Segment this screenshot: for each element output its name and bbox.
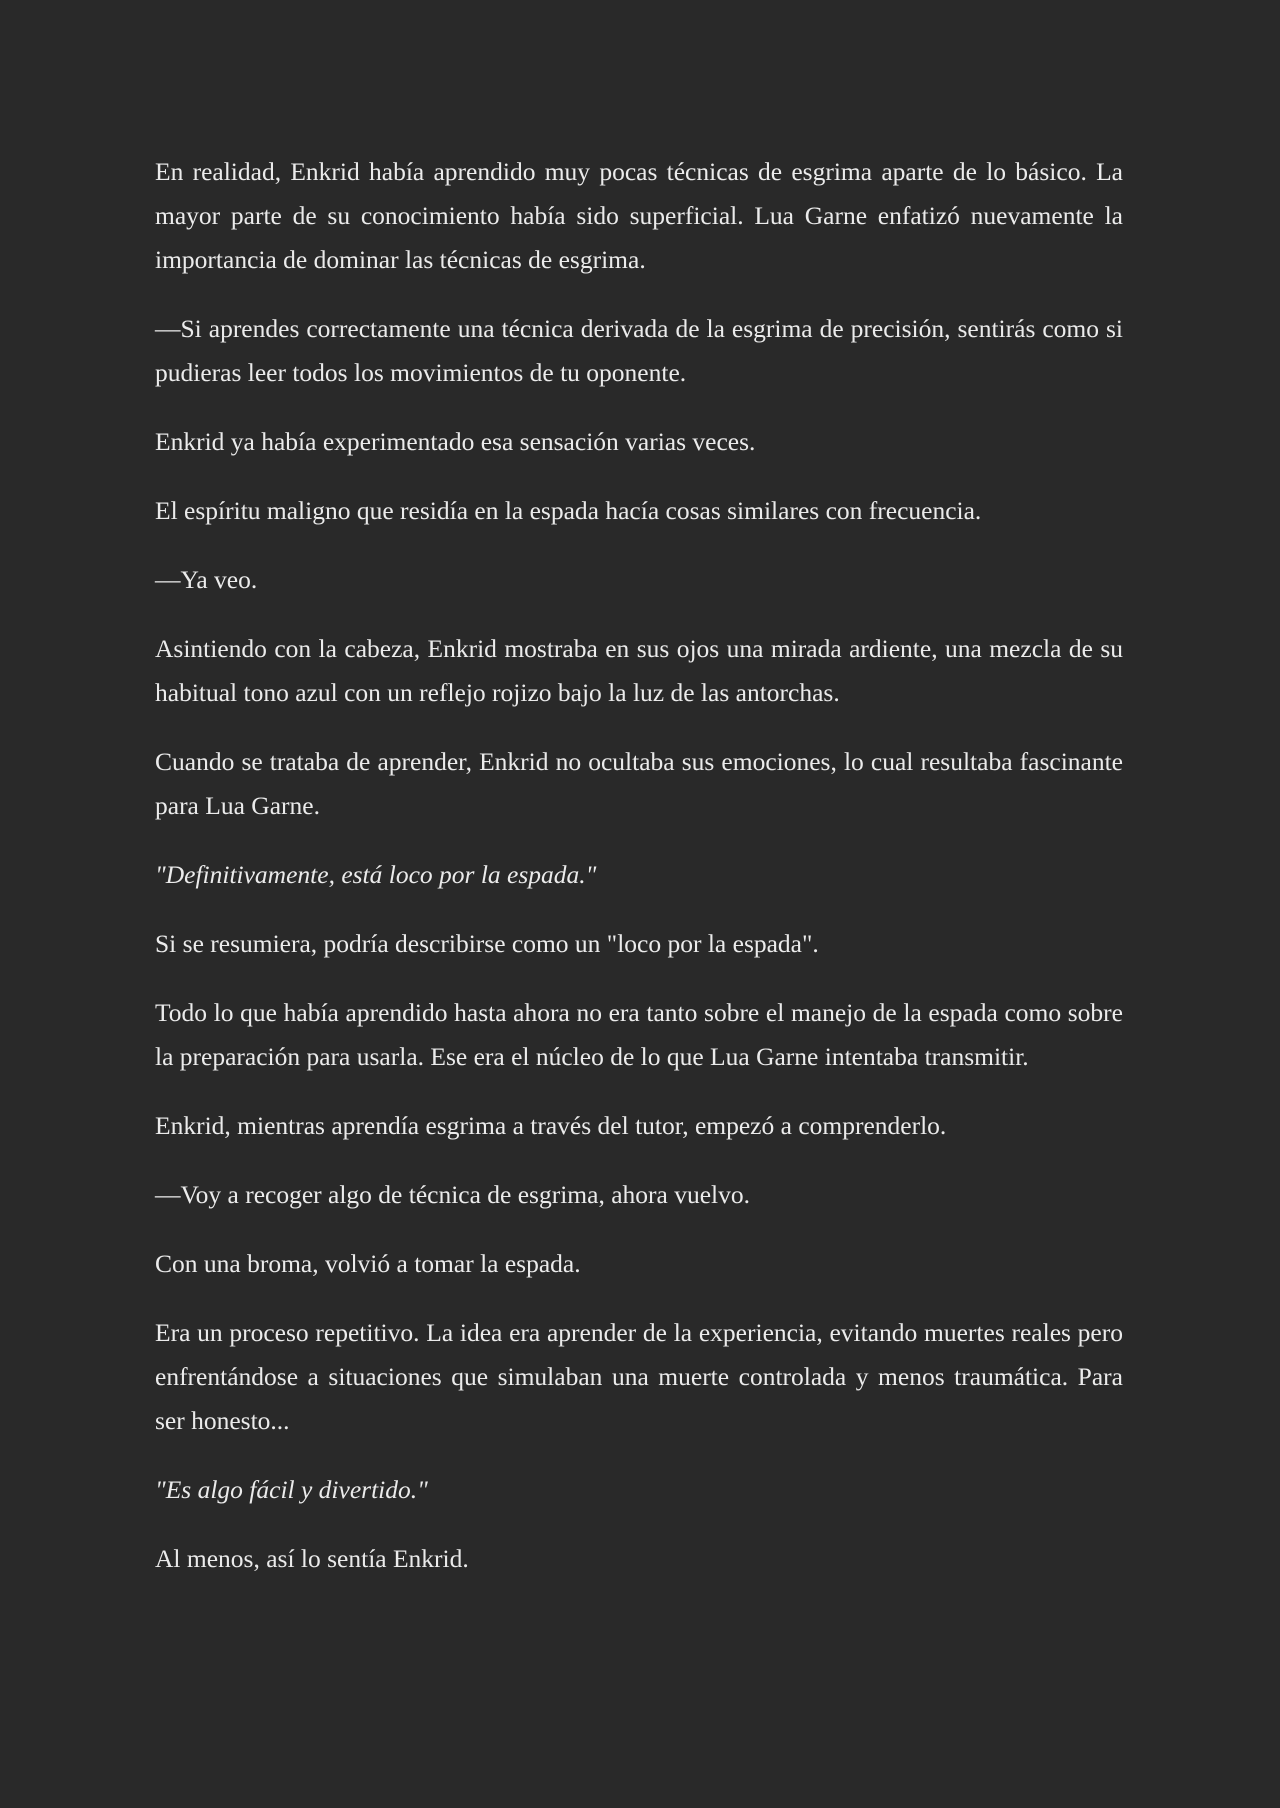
- paragraph-thought: "Es algo fácil y divertido.": [155, 1475, 428, 1504]
- paragraph-narration: Todo lo que había aprendido hasta ahora no era tanto sobre el manejo de la espada como sobre la preparación para usarla. Ese era el núcleo de lo que Lua Garne intentaba transmitir.: [155, 998, 1123, 1071]
- paragraph-narration: Cuando se trataba de aprender, Enkrid no ocultaba sus emociones, lo cual resultaba fascinante para Lua Garne.: [155, 747, 1123, 820]
- paragraph-narration: Enkrid, mientras aprendía esgrima a través del tutor, empezó a comprenderlo.: [155, 1111, 947, 1140]
- paragraph-narration: Al menos, así lo sentía Enkrid.: [155, 1544, 469, 1573]
- paragraph-narration: En realidad, Enkrid había aprendido muy pocas técnicas de esgrima aparte de lo básico. La mayor parte de su conocimiento había sido superficial. Lua Garne enfatizó nuevamente la importancia de dominar las técnicas de esgrima.: [155, 157, 1123, 274]
- paragraph-thought: "Definitivamente, está loco por la espada.": [155, 860, 597, 889]
- chapter-text: [155, 150, 1123, 1606]
- paragraph-dialogue: —Ya veo.: [155, 565, 258, 594]
- paragraph-narration: Era un proceso repetitivo. La idea era aprender de la experiencia, evitando muertes reales pero enfrentándose a situaciones que simulaban una muerte controlada y menos traumática. Para ser honesto...: [155, 1318, 1123, 1435]
- paragraph-dialogue: —Si aprendes correctamente una técnica derivada de la esgrima de precisión, sentirás como si pudieras leer todos los movimientos de tu oponente.: [155, 314, 1123, 387]
- paragraph-narration: Si se resumiera, podría describirse como un "loco por la espada".: [155, 929, 819, 958]
- paragraph-narration: Con una broma, volvió a tomar la espada.: [155, 1249, 581, 1278]
- paragraph-narration: Enkrid ya había experimentado esa sensación varias veces.: [155, 427, 756, 456]
- paragraph-narration: El espíritu maligno que residía en la espada hacía cosas similares con frecuencia.: [155, 496, 982, 525]
- paragraph-dialogue: —Voy a recoger algo de técnica de esgrima, ahora vuelvo.: [155, 1180, 750, 1209]
- paragraph-narration: Asintiendo con la cabeza, Enkrid mostraba en sus ojos una mirada ardiente, una mezcla de su habitual tono azul con un reflejo rojizo bajo la luz de las antorchas.: [155, 634, 1123, 707]
